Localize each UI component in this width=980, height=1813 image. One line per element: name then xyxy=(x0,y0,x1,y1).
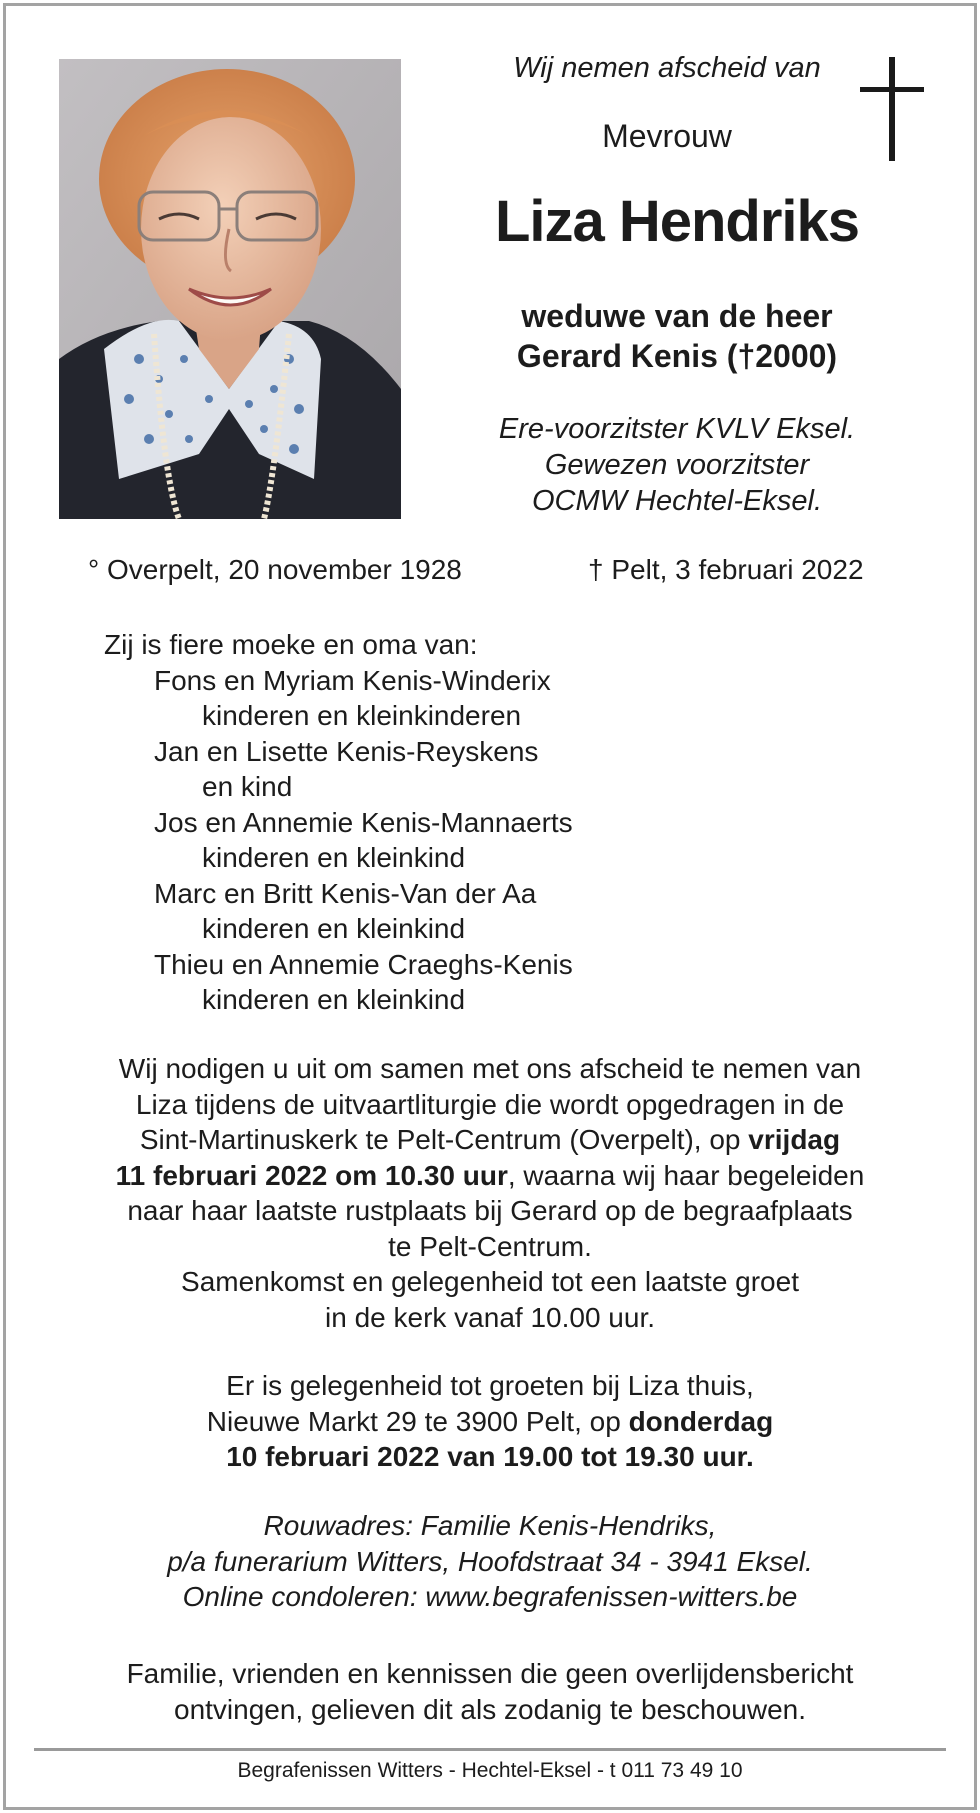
invitation-line xyxy=(40,1122,940,1158)
family-member: Jos en Annemie Kenis-Mannaerts xyxy=(154,806,573,838)
widow-of xyxy=(436,296,918,376)
footer-funeral-home: Begrafenissen Witters - Hechtel-Eksel - t 011 73 49 10 xyxy=(237,1759,743,1782)
family-member-desc: kinderen en kleinkind xyxy=(202,913,466,944)
funeral-invitation xyxy=(40,1051,940,1335)
mourning-address xyxy=(40,1508,940,1615)
functions xyxy=(436,411,918,519)
function-line: Gewezen voorzitster xyxy=(544,449,810,481)
invitation-text: , waarna wij haar begeleiden xyxy=(507,1159,865,1191)
invitation-line: Wij nodigen u uit om samen met ons afscheid te nemen van xyxy=(118,1053,862,1084)
invitation-line: Samenkomst en gelegenheid tot een laatste groet xyxy=(181,1266,799,1297)
invitation-line: in de kerk vanaf 10.00 uur. xyxy=(325,1301,655,1333)
visitation-info xyxy=(40,1368,940,1475)
divider xyxy=(34,1748,946,1751)
visit-line xyxy=(40,1404,940,1440)
address-line: Rouwadres: Familie Kenis-Hendriks, xyxy=(263,1510,717,1541)
cross-icon xyxy=(860,57,924,161)
deceased-name: Liza Hendriks xyxy=(494,189,860,254)
visit-line xyxy=(40,1439,940,1475)
address-line: p/a funerarium Witters, Hoofdstraat 34 - 3941 Eksel. xyxy=(167,1545,813,1577)
invitation-text: Sint-Martinuskerk te Pelt-Centrum (Overpelt), op xyxy=(139,1124,749,1155)
invitation-line: te Pelt-Centrum. xyxy=(388,1230,592,1262)
family-member-desc: kinderen en kleinkind xyxy=(202,984,466,1015)
visit-line: Er is gelegenheid tot groeten bij Liza thuis, xyxy=(226,1370,754,1401)
death-info: † Pelt, 3 februari 2022 xyxy=(588,554,864,585)
birth-info: ° Overpelt, 20 november 1928 xyxy=(88,554,462,585)
family-member-desc: kinderen en kleinkinderen xyxy=(202,700,522,731)
invitation-line: naar haar laatste rustplaats bij Gerard op de begraafplaats xyxy=(127,1195,853,1226)
visit-datetime: 10 februari 2022 van 19.00 tot 19.30 uur. xyxy=(226,1441,754,1472)
family-member: Fons en Myriam Kenis-Winderix xyxy=(154,664,551,696)
family-member: Jan en Lisette Kenis-Reyskens xyxy=(154,735,539,767)
invitation-day: vrijdag xyxy=(748,1124,841,1155)
closing-note xyxy=(40,1656,940,1727)
family-member-desc: kinderen en kleinkind xyxy=(202,842,466,873)
honorific: Mevrouw xyxy=(602,118,732,154)
closing-line: Familie, vrienden en kennissen die geen overlijdensbericht xyxy=(126,1658,854,1689)
invitation-datetime: 11 februari 2022 om 10.30 uur xyxy=(115,1159,508,1191)
visit-text: Nieuwe Markt 29 te 3900 Pelt, op xyxy=(206,1405,629,1437)
intro-text: Wij nemen afscheid van xyxy=(513,52,821,84)
portrait-illustration xyxy=(59,59,401,519)
portrait-photo xyxy=(59,59,401,519)
invitation-line xyxy=(40,1158,940,1194)
condolence-link: Online condoleren: www.begrafenissen-witters.be xyxy=(182,1581,798,1612)
visit-day: donderdag xyxy=(628,1405,774,1437)
family-member: Thieu en Annemie Craeghs-Kenis xyxy=(154,948,573,980)
function-line: Ere-voorzitster KVLV Eksel. xyxy=(498,413,856,445)
family-intro: Zij is fiere moeke en oma van: xyxy=(104,629,478,660)
family-member: Marc en Britt Kenis-Van der Aa xyxy=(154,877,537,909)
function-line: OCMW Hechtel-Eksel. xyxy=(531,485,823,517)
family-member-desc: en kind xyxy=(202,771,293,802)
spouse-name: Gerard Kenis (†2000) xyxy=(516,338,838,374)
widow-line: weduwe van de heer xyxy=(521,298,833,334)
family-list xyxy=(104,627,573,1018)
invitation-line: Liza tijdens de uitvaartliturgie die wordt opgedragen in de xyxy=(135,1088,845,1120)
closing-line: ontvingen, gelieven dit als zodanig te beschouwen. xyxy=(174,1693,806,1725)
